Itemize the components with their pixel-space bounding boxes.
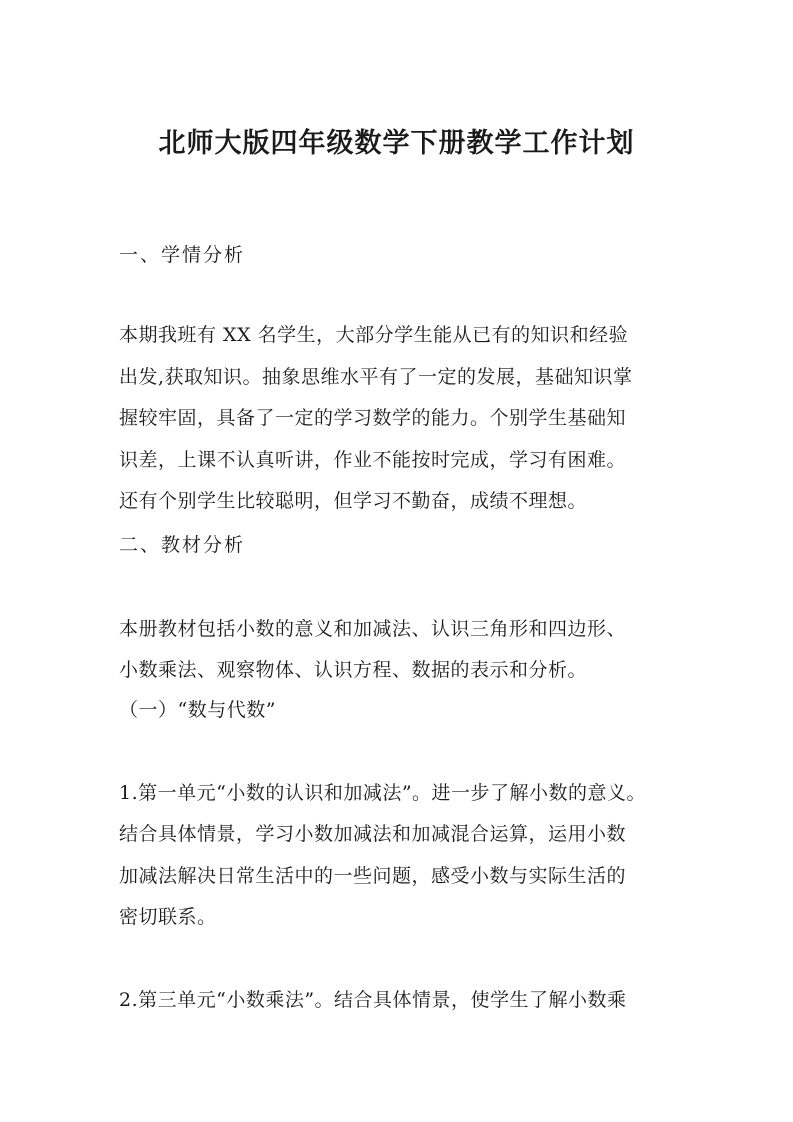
paragraph-line: 本期我班有 XX 名学生，大部分学生能从已有的知识和经验 [119, 324, 629, 346]
paragraph-line: 1.第一单元“小数的认识和加减法”。进一步了解小数的意义。 [119, 782, 647, 804]
section-heading-learning-analysis: 一、学情分析 [119, 244, 246, 266]
paragraph-line: 密切联系。 [119, 906, 217, 928]
section-heading-textbook-analysis: 二、教材分析 [119, 534, 246, 556]
document-title: 北师大版四年级数学下册教学工作计划 [158, 128, 635, 159]
paragraph-line: 加减法解决日常生活中的一些问题，感受小数与实际生活的 [119, 865, 627, 887]
paragraph-line: 识差，上课不认真听讲，作业不能按时完成，学习有困难。 [119, 449, 627, 471]
paragraph-line: 握较牢固，具备了一定的学习数学的能力。个别学生基础知 [119, 407, 627, 429]
paragraph-line: 本册教材包括小数的意义和加减法、认识三角形和四边形、 [119, 618, 627, 640]
paragraph-line: 2.第三单元“小数乘法”。结合具体情景，使学生了解小数乘 [119, 989, 627, 1011]
paragraph-line: 出发,获取知识。抽象思维水平有了一定的发展，基础知识掌 [119, 366, 633, 388]
paragraph-line: 还有个别学生比较聪明，但学习不勤奋，成绩不理想。 [119, 490, 588, 512]
paragraph-line: 小数乘法、观察物体、认识方程、数据的表示和分析。 [119, 659, 588, 681]
subsection-heading: （一）“数与代数” [119, 699, 276, 721]
paragraph-line: 结合具体情景，学习小数加减法和加减混合运算，运用小数 [119, 823, 627, 845]
